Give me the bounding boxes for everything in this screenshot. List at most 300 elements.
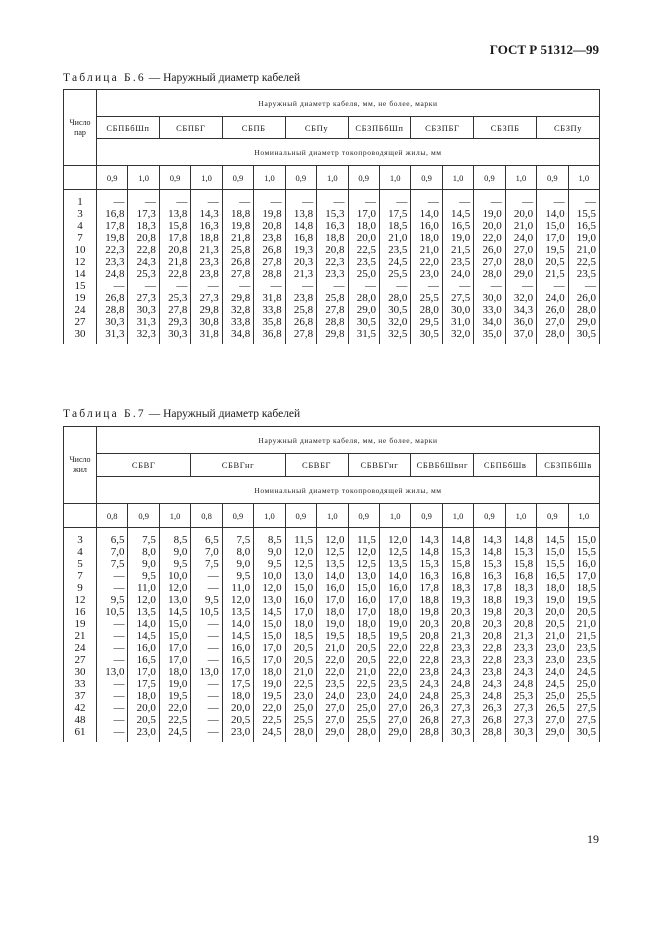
table-cell: —: [144, 280, 156, 292]
table-cell: 8,0: [236, 546, 251, 558]
marks-row: [64, 454, 600, 477]
diameter-header: 0,9: [348, 504, 379, 528]
table-cell: 20,0: [482, 220, 502, 232]
diameter-header: 0,9: [222, 166, 253, 190]
table-cell: 24,3: [482, 678, 502, 690]
row-count: 9: [77, 582, 83, 594]
table-cell: 20,3: [451, 606, 471, 618]
marks-row: [64, 117, 600, 139]
table-cell: 22,0: [388, 654, 408, 666]
row-count: 14: [74, 268, 86, 280]
table-cell: 27,0: [482, 256, 502, 268]
table-cell: 24,3: [513, 666, 534, 678]
diameter-header: 0,9: [537, 166, 568, 190]
table-cell: 20,8: [168, 244, 188, 256]
table-cell: 28,0: [545, 328, 565, 340]
value-column: [474, 528, 505, 743]
table-cell: 21,0: [419, 244, 439, 256]
value-column: [128, 190, 159, 345]
table-cell: 17,0: [293, 606, 314, 618]
table-cell: 14,8: [293, 220, 314, 232]
table-cell: 21,3: [199, 244, 219, 256]
table-cell: 15,3: [325, 208, 345, 220]
diameter-header: 0,9: [537, 504, 568, 528]
table-cell: 27,8: [293, 328, 314, 340]
table-cell: 28,0: [419, 304, 439, 316]
table-cell: 19,8: [262, 208, 282, 220]
diameter-header: 1,0: [128, 166, 159, 190]
table-cell: 18,0: [356, 220, 376, 232]
table-cell: 17,0: [168, 642, 188, 654]
diameter-header: 0,9: [411, 166, 442, 190]
mark-header: СБЗПу: [537, 117, 600, 139]
value-column: [285, 190, 316, 345]
table-cell: 13,5: [230, 606, 251, 618]
table-cell: 19,8: [419, 606, 439, 618]
table-cell: 21,8: [230, 232, 251, 244]
table-cell: 15,3: [482, 558, 502, 570]
table-cell: 29,3: [168, 316, 188, 328]
table-cell: —: [396, 280, 408, 292]
table-cell: 22,0: [419, 256, 439, 268]
table-cell: 14,3: [482, 534, 502, 546]
table-cell: 25,5: [388, 268, 408, 280]
table-cell: 12,0: [356, 546, 376, 558]
table-cell: 15,0: [168, 618, 188, 630]
diameter-header: 0,8: [97, 504, 128, 528]
table-cell: 20,8: [419, 630, 439, 642]
table-cell: 21,0: [576, 618, 596, 630]
table-cell: —: [113, 678, 125, 690]
table-cell: 30,0: [451, 304, 471, 316]
table-cell: 26,8: [105, 292, 125, 304]
table-cell: 19,0: [451, 232, 471, 244]
table-cell: 15,0: [576, 534, 596, 546]
table-cell: 13,5: [136, 606, 156, 618]
table-cell: 29,5: [419, 316, 439, 328]
table-cell: —: [113, 570, 125, 582]
value-column: [97, 190, 128, 345]
table-cell: 13,8: [293, 208, 314, 220]
table-cell: 28,0: [356, 292, 376, 304]
table-cell: 31,8: [262, 292, 282, 304]
mark-header: СБПБбШв: [474, 454, 537, 477]
table-cell: 14,5: [545, 534, 565, 546]
table-cell: 20,5: [136, 714, 156, 726]
table-cell: 22,3: [325, 256, 345, 268]
table-cell: 25,3: [136, 268, 156, 280]
table-cell: 36,8: [262, 328, 282, 340]
table-cell: —: [585, 196, 596, 208]
table-cell: 22,5: [576, 256, 596, 268]
row-count: 16: [74, 606, 86, 618]
table-cell: 22,5: [262, 714, 282, 726]
table-cell: 20,5: [230, 714, 251, 726]
table-cell: 19,0: [325, 618, 345, 630]
table-cell: 9,5: [236, 570, 251, 582]
table-cell: 12,0: [136, 594, 156, 606]
row-count: 19: [74, 292, 86, 304]
table-cell: 23,8: [262, 232, 282, 244]
table-cell: 13,0: [105, 666, 125, 678]
table-cell: 25,5: [576, 690, 596, 702]
value-column: [222, 528, 253, 743]
table-cell: —: [144, 196, 156, 208]
page-number: 19: [587, 832, 599, 846]
table-cell: 14,8: [482, 546, 502, 558]
table-cell: 24,8: [105, 268, 125, 280]
table-cell: 10,5: [105, 606, 125, 618]
value-column: [537, 190, 568, 345]
table-cell: 16,0: [136, 642, 156, 654]
table-cell: 27,5: [451, 292, 471, 304]
table-cell: 32,0: [451, 328, 471, 340]
table-cell: 17,0: [356, 606, 376, 618]
mark-header: СБВБГнг: [348, 454, 411, 477]
table-cell: —: [113, 618, 125, 630]
table-cell: 22,0: [325, 654, 345, 666]
table-cell: 23,5: [576, 654, 596, 666]
table-cell: 20,8: [482, 630, 502, 642]
table-cell: 22,3: [105, 244, 125, 256]
table-cell: 23,8: [199, 268, 219, 280]
diameter-header: 1,0: [568, 504, 599, 528]
table-cell: 16,8: [105, 208, 125, 220]
table-cell: 37,0: [513, 328, 534, 340]
table-cell: 12,0: [168, 582, 188, 594]
table-cell: 35,0: [482, 328, 502, 340]
diameter-header: 1,0: [254, 504, 285, 528]
table-cell: 28,0: [513, 256, 534, 268]
table-cell: —: [207, 702, 219, 714]
row-count: 12: [74, 256, 86, 268]
table-cell: 18,3: [136, 220, 156, 232]
table-cell: 33,8: [230, 316, 251, 328]
table-cell: —: [364, 196, 376, 208]
table-cell: 23,8: [419, 666, 439, 678]
table-cell: 22,8: [136, 244, 156, 256]
table-cell: 18,8: [199, 232, 219, 244]
table-cell: 30,5: [419, 328, 439, 340]
table-cell: 12,5: [356, 558, 376, 570]
count-column: [64, 190, 97, 345]
table-cell: 27,5: [576, 714, 596, 726]
table-cell: 19,0: [545, 594, 565, 606]
table-cell: 23,0: [230, 726, 251, 738]
diameter-header: 0,9: [285, 166, 316, 190]
table-cell: 12,5: [293, 558, 314, 570]
table-label: Таблица Б.7: [63, 408, 146, 420]
table-cell: 14,8: [513, 534, 534, 546]
table-cell: 25,8: [293, 304, 314, 316]
mark-header: СБВБбШвнг: [411, 454, 474, 477]
table-cell: 23,3: [199, 256, 219, 268]
table-cell: 23,0: [356, 690, 376, 702]
table-cell: 29,8: [230, 292, 251, 304]
diameter-header: 0,9: [97, 166, 128, 190]
diameter-corner: [64, 504, 97, 528]
table-cell: 32,3: [136, 328, 156, 340]
table-cell: —: [270, 280, 282, 292]
table-cell: 8,5: [173, 534, 188, 546]
table-cell: 7,0: [110, 546, 125, 558]
table-cell: 14,5: [136, 630, 156, 642]
table-cell: —: [459, 196, 471, 208]
table-cell: 10,0: [262, 570, 282, 582]
table-cell: 14,0: [545, 208, 565, 220]
table-cell: 27,3: [513, 702, 534, 714]
value-column: [128, 528, 159, 743]
table-cell: 11,5: [357, 534, 376, 546]
table-cell: 23,0: [419, 268, 439, 280]
table-cell: 18,8: [482, 594, 502, 606]
table-cell: 24,8: [451, 678, 471, 690]
table-cell: 22,0: [262, 702, 282, 714]
row-count: 4: [77, 220, 83, 232]
table-cell: 21,0: [388, 232, 408, 244]
table-cell: 20,5: [293, 642, 314, 654]
table-cell: 25,5: [356, 714, 376, 726]
table-cell: 27,0: [325, 714, 345, 726]
diameter-row: [64, 166, 600, 190]
table-cell: 17,0: [356, 208, 376, 220]
value-column: [97, 528, 128, 743]
table-cell: 19,3: [513, 594, 534, 606]
table-cell: 24,5: [576, 666, 596, 678]
table-cell: 19,5: [388, 630, 408, 642]
table-cell: 18,8: [230, 208, 251, 220]
table-cell: 29,0: [576, 316, 596, 328]
table-cell: 18,8: [325, 232, 345, 244]
row-count: 24: [74, 304, 86, 316]
group-header: Наружный диаметр кабеля, мм, не более, марки: [97, 90, 600, 117]
table-cell: 9,5: [110, 594, 125, 606]
table-cell: 27,3: [451, 702, 471, 714]
value-column: [317, 190, 348, 345]
table-cell: 28,8: [482, 726, 502, 738]
table-cell: —: [522, 280, 534, 292]
table-cell: 16,0: [230, 642, 251, 654]
table-cell: 13,8: [168, 208, 188, 220]
table-cell: 16,5: [576, 220, 596, 232]
table-cell: 9,5: [205, 594, 219, 606]
diameter-header: 1,0: [505, 504, 536, 528]
table-cell: —: [113, 690, 125, 702]
table-cell: 9,5: [173, 558, 188, 570]
table-cell: 12,0: [262, 582, 282, 594]
table-cell: 15,5: [545, 558, 565, 570]
table-cell: 14,0: [136, 618, 156, 630]
table-cell: 27,5: [576, 702, 596, 714]
mark-header: СБПБ: [222, 117, 285, 139]
table-cell: —: [207, 726, 219, 738]
table-cell: 19,8: [105, 232, 125, 244]
table-cell: 22,8: [419, 642, 439, 654]
table-cell: 31,3: [105, 328, 125, 340]
table-cell: 16,8: [293, 232, 314, 244]
table-cell: 15,8: [451, 558, 471, 570]
table-cell: 18,0: [293, 618, 314, 630]
table-cell: 15,3: [513, 546, 534, 558]
table-cell: 14,0: [325, 570, 345, 582]
diameter-header: 0,9: [411, 504, 442, 528]
table-cell: 18,5: [356, 630, 376, 642]
table-cell: 24,3: [451, 666, 471, 678]
table-cell: 12,0: [230, 594, 251, 606]
table-cell: 23,3: [451, 654, 471, 666]
table-cell: 16,0: [325, 582, 345, 594]
table-cell: —: [302, 280, 314, 292]
table-cell: 24,5: [262, 726, 282, 738]
value-column: [505, 190, 536, 345]
table-cell: 12,0: [388, 534, 408, 546]
table-cell: 23,8: [482, 666, 502, 678]
document-code: ГОСТ Р 51312—99: [489, 42, 599, 57]
table-cell: 28,0: [293, 726, 314, 738]
table-cell: 19,3: [293, 244, 314, 256]
table-cell: 31,8: [199, 328, 219, 340]
table-cell: 8,5: [267, 534, 282, 546]
value-column: [254, 528, 285, 743]
table-cell: 28,0: [388, 292, 408, 304]
row-count: 3: [77, 208, 83, 220]
table-cell: 29,0: [356, 304, 376, 316]
table-cell: 32,0: [388, 316, 408, 328]
table-cell: 23,3: [451, 642, 471, 654]
table-cell: 29,8: [325, 328, 345, 340]
table-cell: 10,0: [168, 570, 188, 582]
table-cell: —: [302, 196, 314, 208]
table-cell: 17,5: [388, 208, 408, 220]
mark-header: СБЗПБ: [474, 117, 537, 139]
table-cell: 33,8: [262, 304, 282, 316]
value-column: [222, 190, 253, 345]
row-count: 12: [74, 594, 86, 606]
table-cell: 26,5: [545, 702, 565, 714]
table-body: [64, 528, 600, 743]
table-cell: 24,8: [482, 690, 502, 702]
table-cell: 18,3: [513, 582, 534, 594]
subgroup-header: Номинальный диаметр токопроводящей жилы, мм: [97, 139, 600, 166]
table-cell: 15,0: [262, 618, 282, 630]
table-cell: 12,0: [325, 534, 345, 546]
value-column: [537, 528, 568, 743]
table-cell: 28,8: [325, 316, 345, 328]
table-cell: —: [207, 642, 219, 654]
table-cell: —: [459, 280, 471, 292]
table-cell: —: [364, 280, 376, 292]
diameter-header: 1,0: [442, 504, 473, 528]
table-cell: 21,0: [325, 642, 345, 654]
row-count: 5: [77, 558, 83, 570]
table-cell: 12,0: [293, 546, 314, 558]
table-cell: 13,0: [262, 594, 282, 606]
table-cell: 19,0: [262, 678, 282, 690]
table-cell: —: [207, 196, 219, 208]
table-cell: 24,0: [451, 268, 471, 280]
table-cell: 16,0: [576, 558, 596, 570]
table-cell: 13,0: [199, 666, 219, 678]
table-cell: 24,5: [168, 726, 188, 738]
table-cell: —: [333, 280, 345, 292]
table-cell: 23,5: [388, 244, 408, 256]
table-cell: 23,3: [513, 654, 534, 666]
table-cell: 20,3: [482, 618, 502, 630]
mark-header: СБПБбШп: [97, 117, 160, 139]
table-cell: 12,5: [388, 546, 408, 558]
table-cell: —: [113, 642, 125, 654]
table-cell: 32,8: [230, 304, 251, 316]
table-cell: —: [113, 196, 125, 208]
table-cell: 20,8: [325, 244, 345, 256]
table-cell: 24,0: [513, 232, 534, 244]
table-cell: 17,8: [482, 582, 502, 594]
table-cell: 16,5: [545, 570, 565, 582]
table-cell: 25,3: [513, 690, 534, 702]
row-count: 7: [77, 232, 83, 244]
diameter-header: 1,0: [191, 166, 222, 190]
mark-header: СБВГнг: [191, 454, 285, 477]
table-cell: 23,0: [293, 690, 314, 702]
table-cell: 16,8: [451, 570, 471, 582]
table-cell: 21,0: [513, 220, 534, 232]
value-column: [348, 190, 379, 345]
table-cell: —: [396, 196, 408, 208]
count-column: [64, 528, 97, 743]
row-count: 1: [77, 196, 83, 208]
table-cell: 15,5: [576, 546, 596, 558]
table-cell: 25,0: [545, 690, 565, 702]
table-cell: —: [113, 630, 125, 642]
table-cell: 26,8: [419, 714, 439, 726]
table-cell: 30,5: [356, 316, 376, 328]
table-cell: 31,3: [136, 316, 156, 328]
table-cell: 14,5: [230, 630, 251, 642]
table-cell: 17,8: [168, 232, 188, 244]
table-cell: 15,3: [451, 546, 471, 558]
table-cell: 14,0: [230, 618, 251, 630]
table-cell: 22,5: [356, 678, 376, 690]
table-cell: 29,8: [199, 304, 219, 316]
table-cell: 18,0: [136, 690, 156, 702]
table-cell: 19,5: [262, 690, 282, 702]
row-count: 42: [74, 702, 86, 714]
table-cell: 30,5: [576, 726, 596, 738]
table-cell: —: [113, 582, 125, 594]
table-cell: 17,0: [230, 666, 251, 678]
table-cell: 26,0: [482, 244, 502, 256]
table-cell: 13,5: [325, 558, 345, 570]
table-cell: 16,0: [293, 594, 314, 606]
table-cell: 20,0: [513, 208, 534, 220]
table-cell: 16,3: [199, 220, 219, 232]
mark-header: СБЗПБбШп: [348, 117, 411, 139]
table-cell: 26,3: [482, 702, 502, 714]
table-cell: 17,8: [419, 582, 439, 594]
row-count: 15: [74, 280, 86, 292]
table-cell: 22,5: [293, 678, 314, 690]
table-cell: 27,3: [199, 292, 219, 304]
table-cell: 34,3: [513, 304, 534, 316]
diameter-header: 1,0: [568, 166, 599, 190]
table-cell: 16,3: [482, 570, 502, 582]
diameter-header: 0,8: [191, 504, 222, 528]
mark-header: СБЗПБГ: [411, 117, 474, 139]
table-label: Таблица Б.6: [63, 72, 146, 84]
table-cell: 27,8: [168, 304, 188, 316]
diameter-header: 0,9: [285, 504, 316, 528]
table-cell: 21,5: [451, 244, 471, 256]
